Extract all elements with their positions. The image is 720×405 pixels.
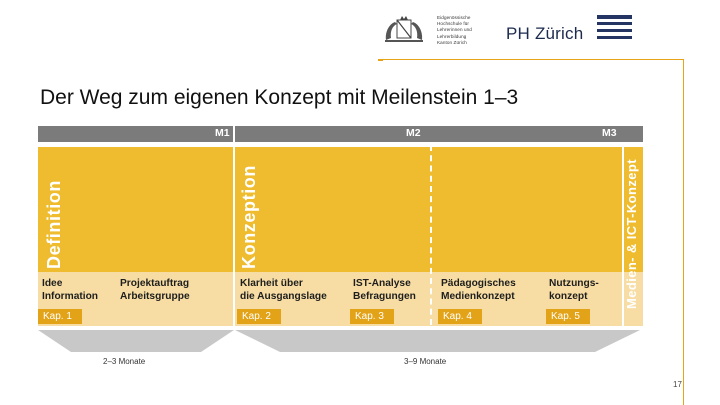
duration-label-1: 2–3 Monate (103, 357, 146, 366)
milestone-m3: M3 (602, 127, 617, 139)
kap-3-badge: Kap. 3 (350, 309, 394, 324)
slide-title: Der Weg zum eigenen Konzept mit Meilenstein 1–3 (40, 86, 519, 109)
zurich-crest-logo (383, 14, 425, 44)
milestone-m1: M1 (215, 127, 230, 139)
milestone-m2: M2 (406, 127, 421, 139)
phase-panel (38, 147, 643, 272)
separator-m2 (430, 145, 432, 325)
right-rule (683, 59, 684, 405)
menu-icon[interactable] (597, 15, 632, 42)
item-paedagogisches: Pädagogisches Medienkonzept (441, 278, 516, 302)
item-ist-analyse: IST-Analyse Befragungen (353, 278, 416, 302)
separator-m1 (233, 126, 235, 326)
phase-konzeption: Konzeption (239, 165, 259, 269)
item-idee: Idee Information (42, 278, 99, 302)
kap-1-badge: Kap. 1 (38, 309, 82, 324)
duration-label-2: 3–9 Monate (404, 357, 447, 366)
phase-definition: Definition (44, 180, 64, 269)
duration-bracket-1 (38, 330, 234, 354)
milestone-bar (38, 126, 643, 142)
phase-medienkonzept: Medien- & ICT-Konzept (624, 159, 639, 309)
header-rule (383, 59, 683, 60)
item-nutzungskonzept: Nutzungs- konzept (549, 278, 599, 302)
kap-4-badge: Kap. 4 (438, 309, 482, 324)
kap-2-badge: Kap. 2 (237, 309, 281, 324)
brand-name: PH Zürich (506, 24, 584, 43)
duration-bracket-2 (235, 330, 640, 354)
item-klarheit: Klarheit über die Ausgangslage (240, 278, 327, 302)
kap-5-badge: Kap. 5 (546, 309, 590, 324)
page-number: 17 (673, 380, 682, 389)
institution-text: Eidgenössische Hochschule für Lehrerinnen und Lehrerbildung Kanton Zürich (437, 15, 472, 45)
item-projektauftrag: Projektauftrag Arbeitsgruppe (120, 278, 190, 302)
